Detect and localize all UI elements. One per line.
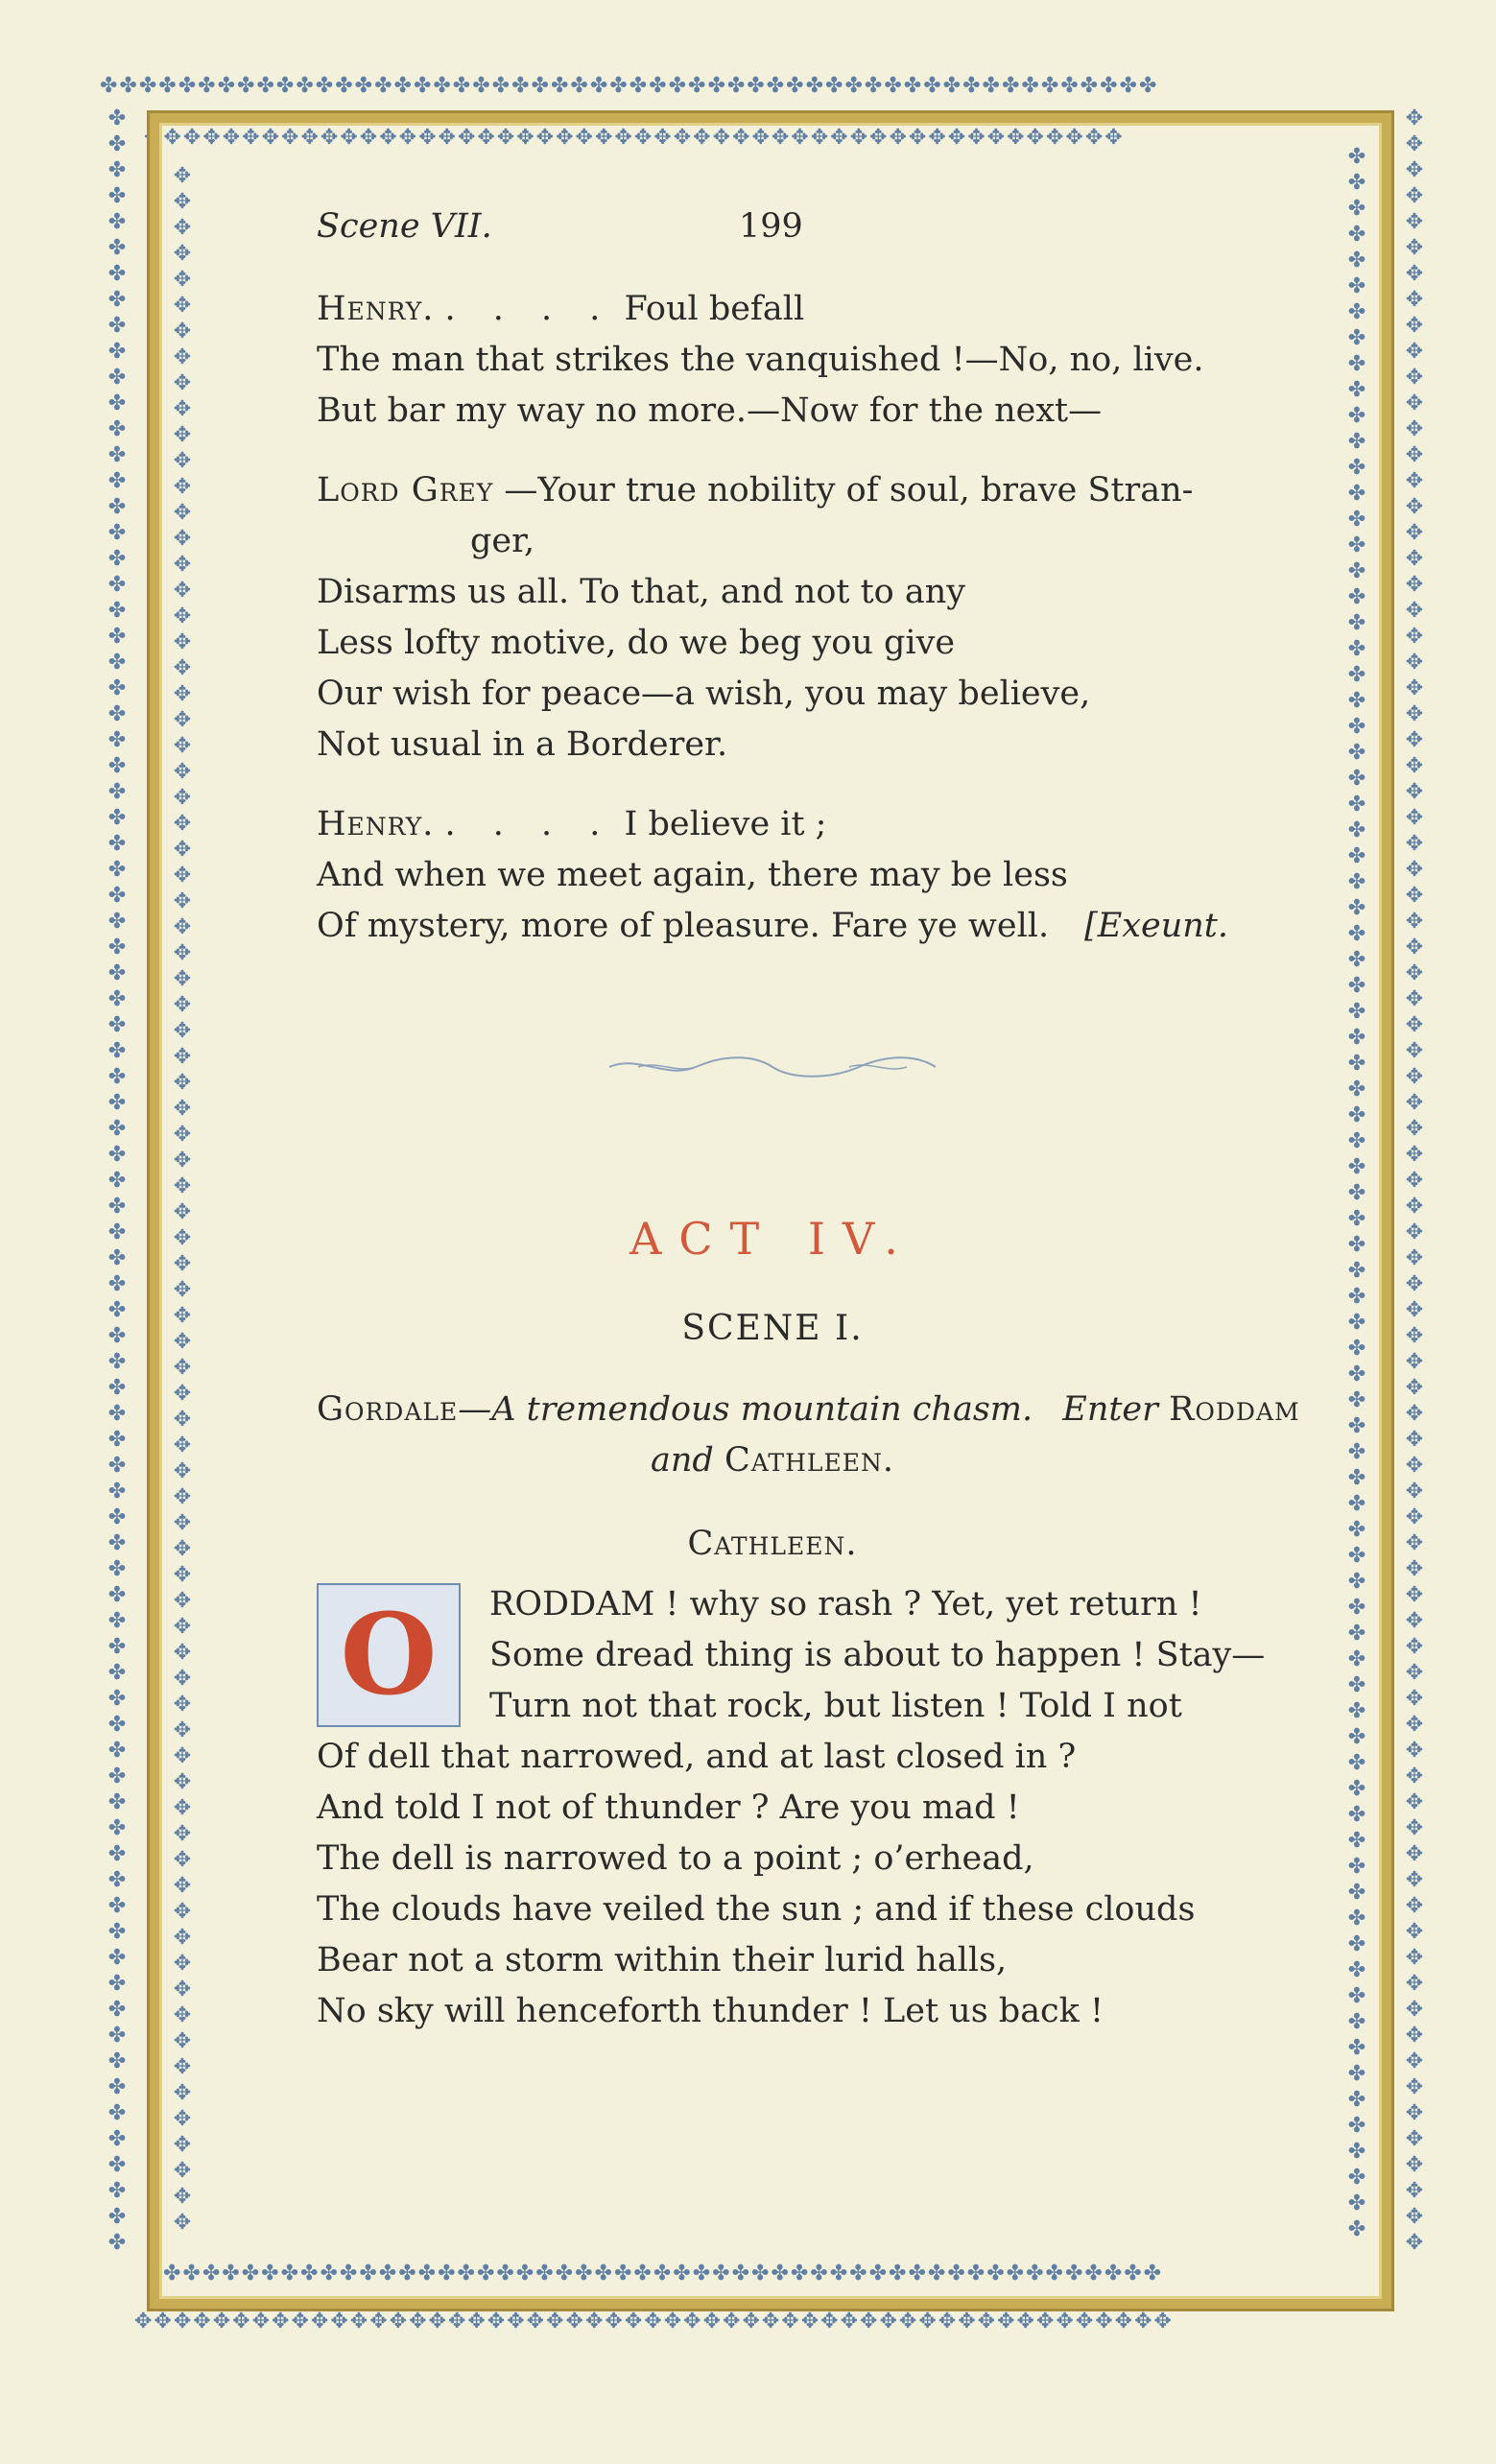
verse-line: And when we meet again, there may be less [317, 856, 1068, 894]
running-header [317, 201, 1228, 259]
right-ornament-border: ✥✥✥✥✥✥✥✥✥✥✥✥✥✥✥✥✥✥✥✥✥✥✥✥✥✥✥✥✥✥✥✥✥✥✥✥✥✥✥✥✥✥✥✥✥✥✥✥✥✥✥✥✥✥✥✥✥✥✥✥✥✥✥✥✥✥✥✥✥✥✥✥✥✥✥✥✥✥✥✥✥✥✥ [1405, 107, 1424, 2255]
verse-line [317, 901, 1228, 952]
speaker-name: Lord Grey [317, 471, 494, 509]
setting-line [317, 1435, 1228, 1486]
verse-text: Of mystery, more of pleasure. Fare ye well. [317, 907, 1050, 945]
setting-place: Gordale [317, 1390, 459, 1429]
setting-enter: Enter [1062, 1390, 1158, 1429]
verse-line: The clouds have veiled the sun ; and if these clouds [317, 1890, 1196, 1929]
page-number: 199 [739, 207, 803, 246]
dropcap-letter: O [340, 1590, 438, 1720]
stage-direction-exeunt: [Exeunt. [1084, 907, 1228, 945]
lower-ornament-border: ✥✥✥✥✥✥✥✥✥✥✥✥✥✥✥✥✥✥✥✥✥✥✥✥✥✥✥✥✥✥✥✥✥✥✥✥✥✥✥✥✥✥✥✥✥✥✥✥✥✥✥✥✥ [134, 2310, 1174, 2334]
left-ornament-border: ✤✤✤✤✤✤✤✤✤✤✤✤✤✤✤✤✤✤✤✤✤✤✤✤✤✤✤✤✤✤✤✤✤✤✤✤✤✤✤✤✤✤✤✤✤✤✤✤✤✤✤✤✤✤✤✤✤✤✤✤✤✤✤✤✤✤✤✤✤✤✤✤✤✤✤✤✤✤✤✤✤✤✤ [107, 107, 127, 2255]
setting-and: and [650, 1441, 714, 1480]
setting-character: Roddam [1169, 1390, 1300, 1429]
verse-line: ger, [470, 522, 535, 560]
verse-line: Less lofty motive, do we beg you give [317, 624, 956, 662]
speaker-name: Henry. [317, 290, 435, 328]
dots: . . . . [444, 290, 614, 328]
second-top-ornament-border: ✥✥✥✥✥✥✥✥✥✥✥✥✥✥✥✥✥✥✥✥✥✥✥✥✥✥✥✥✥✥✥✥✥✥✥✥✥✥✥✥✥✥✥✥✥✥✥✥✥✥ [144, 126, 1125, 150]
dots: . . . . [444, 805, 614, 843]
speech-henry-1 [317, 284, 1228, 437]
verse-line: But bar my way no more.—Now for the next— [317, 391, 1103, 430]
verse-text: I believe it ; [624, 805, 827, 843]
illuminated-dropcap [317, 1583, 461, 1727]
flourish-icon [600, 1054, 945, 1079]
inner-left-ornament-border: ✥✥✥✥✥✥✥✥✥✥✥✥✥✥✥✥✥✥✥✥✥✥✥✥✥✥✥✥✥✥✥✥✥✥✥✥✥✥✥✥✥✥✥✥✥✥✥✥✥✥✥✥✥✥✥✥✥✥✥✥✥✥✥✥✥✥✥✥✥✥✥✥✥✥✥✥✥✥✥✥ [173, 164, 192, 2235]
verse-line: Our wish for peace—a wish, you may believe, [317, 675, 1091, 713]
verse-line: Some dread thing is about to happen ! Stay— [489, 1636, 1266, 1674]
setting-description: —A tremendous mountain chasm. [458, 1390, 1033, 1429]
bottom-ornament-border: ✤✤✤✤✤✤✤✤✤✤✤✤✤✤✤✤✤✤✤✤✤✤✤✤✤✤✤✤✤✤✤✤✤✤✤✤✤✤✤✤✤✤✤✤✤✤✤✤✤✤✤ [163, 2262, 1164, 2286]
speech-cathleen [317, 1579, 1266, 2037]
speaker-name: Henry. [317, 805, 435, 843]
speech-line [317, 799, 1228, 850]
verse-text: —Your true nobility of soul, brave Stran- [493, 471, 1194, 509]
speech-line [317, 465, 1228, 516]
verse-line: The dell is narrowed to a point ; o’erhead, [317, 1839, 1034, 1878]
setting-line [317, 1385, 1300, 1435]
scene-setting [317, 1385, 1300, 1486]
act-title: ACT IV. [629, 1213, 915, 1265]
speech-line [317, 284, 1228, 335]
verse-line: Of dell that narrowed, and at last closed in ? [317, 1738, 1077, 1776]
verse-line: Disarms us all. To that, and not to any [317, 573, 966, 611]
verse-line: No sky will henceforth thunder ! Let us back ! [317, 1992, 1104, 2030]
speech-henry-2 [317, 799, 1228, 952]
speech-lord-grey [317, 465, 1228, 770]
speaker-heading: Cathleen. [687, 1525, 858, 1563]
setting-character: Cathleen. [724, 1441, 894, 1480]
verse-line: RODDAM ! why so rash ? Yet, yet return ! [489, 1585, 1202, 1623]
verse-text: Foul befall [624, 290, 805, 328]
top-ornament-border: ✤✤✤✤✤✤✤✤✤✤✤✤✤✤✤✤✤✤✤✤✤✤✤✤✤✤✤✤✤✤✤✤✤✤✤✤✤✤✤✤✤✤✤✤✤✤✤✤✤✤✤✤✤✤ [100, 74, 1159, 98]
decorative-flourish [317, 1048, 1228, 1099]
page-content [317, 201, 1300, 2037]
scene-title: SCENE I. [681, 1309, 864, 1348]
running-header-scene: Scene VII. [317, 207, 492, 246]
verse-line: The man that strikes the vanquished !—No, no, live. [317, 341, 1204, 379]
verse-line: Not usual in a Borderer. [317, 725, 728, 764]
verse-line: And told I not of thunder ? Are you mad ! [317, 1789, 1020, 1827]
verse-line: Bear not a storm within their lurid halls, [317, 1941, 1008, 1979]
verse-line: Turn not that rock, but listen ! Told I not [489, 1687, 1182, 1725]
inner-right-ornament-border: ✤✤✤✤✤✤✤✤✤✤✤✤✤✤✤✤✤✤✤✤✤✤✤✤✤✤✤✤✤✤✤✤✤✤✤✤✤✤✤✤✤✤✤✤✤✤✤✤✤✤✤✤✤✤✤✤✤✤✤✤✤✤✤✤✤✤✤✤✤✤✤✤✤✤✤✤✤✤✤✤✤ [1347, 145, 1366, 2241]
